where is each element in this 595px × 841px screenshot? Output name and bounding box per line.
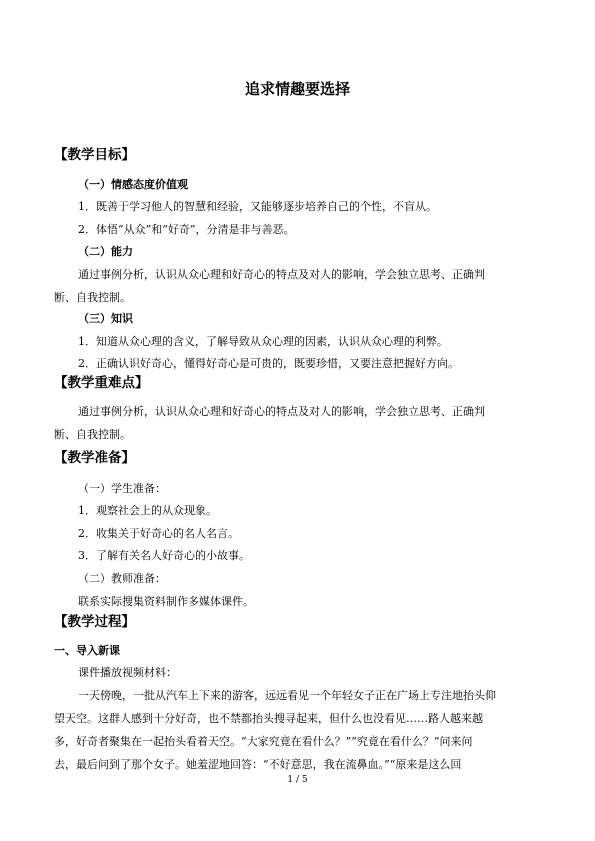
goals-ability-line-1: 通过事例分析，认识从众心理和好奇心的特点及对人的影响，学会独立思考、正确判 bbox=[78, 268, 485, 281]
section-heading-process: 【教学过程】 bbox=[54, 614, 135, 630]
process-line-5: 去，最后问到了那个女子。她羞涩地回答：“不好意思，我在流鼻血。”“原来是这么回 bbox=[54, 758, 462, 771]
process-line-2: 一天傍晚，一批从汽车上下来的游客，远远看见一个年轻女子正在广场上专注地抬头仰 bbox=[78, 689, 496, 702]
process-part-1-heading: 一、导入新课 bbox=[54, 644, 120, 657]
prep-item-3: 3．了解有关名人好奇心的小故事。 bbox=[78, 549, 250, 562]
document-title: 追求情趣要选择 bbox=[244, 80, 350, 98]
goals-values-item-2: 2．体悟“从众”和“好奇”，分清是非与善恶。 bbox=[78, 223, 295, 236]
section-heading-key-points: 【教学重难点】 bbox=[54, 375, 149, 391]
goals-subheading-values: （一）情感态度价值观 bbox=[78, 178, 188, 191]
page-number: 1 / 5 bbox=[287, 775, 308, 785]
prep-teacher-item: 联系实际搜集资料制作多媒体课件。 bbox=[78, 595, 254, 608]
goals-knowledge-item-1: 1．知道从众心理的含义，了解导致从众心理的因素，认识从众心理的利弊。 bbox=[78, 335, 448, 348]
section-heading-goals: 【教学目标】 bbox=[54, 147, 135, 163]
section-heading-preparation: 【教学准备】 bbox=[54, 450, 135, 466]
goals-ability-line-2: 断、自我控制。 bbox=[54, 291, 131, 304]
key-points-line-2: 断、自我控制。 bbox=[54, 428, 131, 441]
prep-item-2: 2．收集关于好奇心的名人名言。 bbox=[78, 527, 239, 540]
goals-knowledge-item-2: 2．正确认识好奇心，懂得好奇心是可贵的，既要珍惜，又要注意把握好方向。 bbox=[78, 357, 459, 370]
process-line-1: 课件播放视频材料： bbox=[78, 666, 177, 679]
process-line-4: 多，好奇者聚集在一起抬头看着天空。“大家究竟在看什么？”“究竟在看什么？”问来问 bbox=[54, 735, 473, 748]
key-points-line-1: 通过事例分析，认识从众心理和好奇心的特点及对人的影响，学会独立思考、正确判 bbox=[78, 405, 485, 418]
prep-students-heading: （一）学生准备： bbox=[78, 482, 166, 495]
prep-item-1: 1．观察社会上的从众现象。 bbox=[78, 504, 217, 517]
goals-values-item-1: 1．既善于学习他人的智慧和经验，又能够逐步培养自己的个性，不盲从。 bbox=[78, 200, 437, 213]
process-line-3: 望天空。这群人感到十分好奇，也不禁都抬头搜寻起来，但什么也没看见……路人越来越 bbox=[54, 712, 483, 725]
goals-subheading-knowledge: （三）知识 bbox=[78, 312, 133, 325]
prep-teacher-heading: （二）教师准备： bbox=[78, 572, 166, 585]
goals-subheading-ability: （二）能力 bbox=[78, 245, 133, 258]
